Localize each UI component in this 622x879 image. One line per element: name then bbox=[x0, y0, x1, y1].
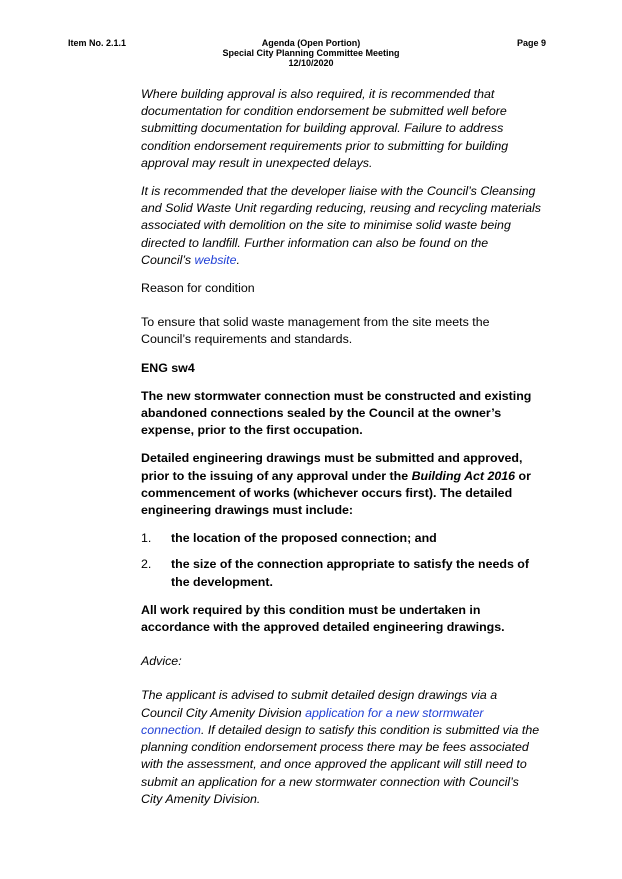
drawings-text-a: Detailed engineering drawings must be submitted and approved, prior to the issuing of any approval under the bbox=[141, 451, 523, 483]
stormwater-application-link[interactable]: application for a new stormwater connection bbox=[141, 705, 484, 737]
header-item-number: Item No. 2.1.1 bbox=[68, 38, 127, 48]
list-item-number: 1. bbox=[141, 531, 152, 546]
reason-text: To ensure that solid waste management from the site meets the Council’s requirements and standards. bbox=[141, 315, 490, 347]
header-agenda: Agenda (Open Portion) bbox=[261, 38, 361, 48]
reason-heading: Reason for condition bbox=[141, 281, 255, 296]
website-link[interactable]: website bbox=[194, 252, 237, 267]
list-item-text: the size of the connection appropriate to satisfy the needs of the development. bbox=[171, 557, 530, 589]
list-item bbox=[141, 556, 541, 590]
advice-text-b: . If detailed design to satisfy this condition is submitted via the planning condition endorsement process there may be fees associated with the assessment, and once approved the applicant will still need to submit an application for a new stormwater connection with Council’s City Amenity Division. bbox=[141, 722, 540, 806]
list-item bbox=[141, 530, 541, 547]
drawings-requirements-list bbox=[141, 530, 541, 591]
building-act-name: Building Act 2016 bbox=[411, 468, 516, 483]
waste-advice-end: . bbox=[236, 252, 240, 267]
header-page-number: Page 9 bbox=[516, 38, 546, 48]
document-body bbox=[141, 86, 541, 808]
engineering-drawings-paragraph bbox=[141, 450, 541, 519]
waste-advice-paragraph bbox=[141, 183, 541, 269]
waste-advice-text: It is recommended that the developer liaise with the Council’s Cleansing and Solid Waste Unit regarding reducing, reusing and recycling materials associated with demolition on the site to minimise solid waste being directed to landfill. Further information can also be found on the Council’s bbox=[141, 184, 541, 267]
header-meeting: Special City Planning Committee Meeting bbox=[222, 48, 400, 58]
condition-code: ENG sw4 bbox=[141, 360, 195, 375]
advice-heading: Advice: bbox=[141, 654, 182, 669]
advice-paragraph bbox=[141, 687, 541, 807]
drawings-text-b: or commencement of works (whichever occurs first). The detailed engineering drawings must include: bbox=[141, 468, 531, 518]
list-item-number: 2. bbox=[141, 557, 152, 572]
work-accordance-paragraph: All work required by this condition must be undertaken in accordance with the approved detailed engineering drawings. bbox=[141, 602, 505, 635]
header-date: 12/10/2020 bbox=[288, 58, 334, 68]
advice-text-a: The applicant is advised to submit detailed design drawings via a Council City Amenity Division bbox=[141, 688, 498, 720]
building-approval-paragraph: Where building approval is also required, it is recommended that documentation for condition endorsement be submitted well before submitting documentation for building approval. Failure to address condition endorsement requirements prior to submitting for building approval may result in unexpected delays. bbox=[141, 87, 509, 170]
list-item-text: the location of the proposed connection; and bbox=[171, 531, 437, 546]
stormwater-connection-paragraph: The new stormwater connection must be constructed and existing abandoned connections sealed by the Council at the owner’s expense, prior to the first occupation. bbox=[141, 388, 532, 438]
